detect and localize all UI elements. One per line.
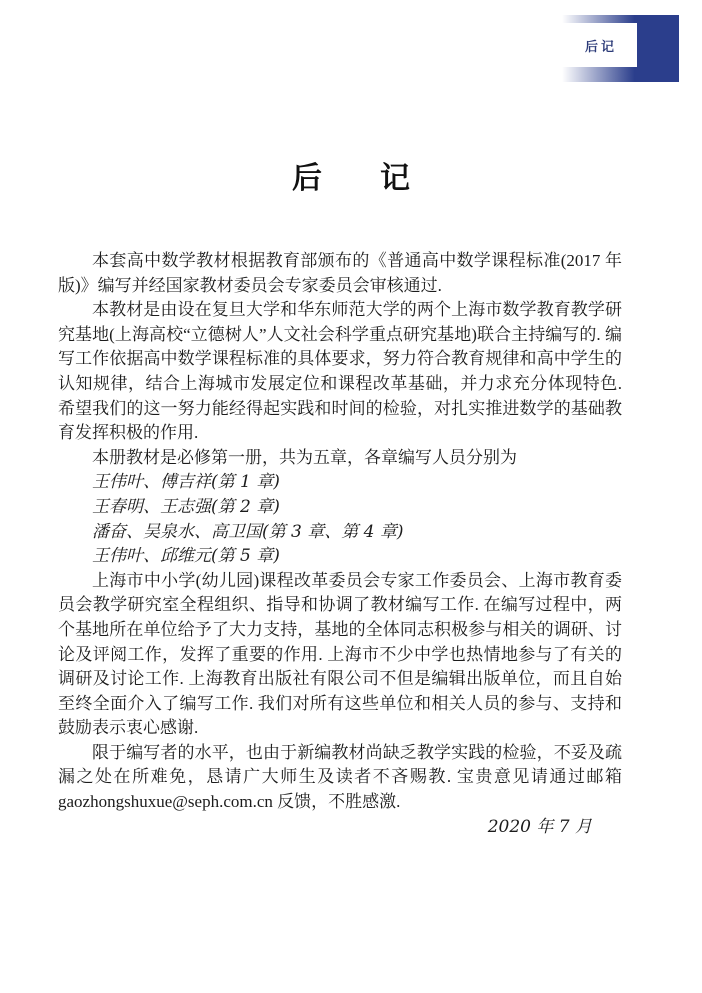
- afterword-text-block: [58, 249, 622, 839]
- author-line: 潘奋、吴泉水、高卫国(第 3 章、第 4 章): [92, 521, 404, 542]
- paragraph-feedback-request: 限于编写者的水平，也由于新编教材尚缺乏教学实践的检验，不妥及疏漏之处在所难免，恳请广大师生及读者不吝赐教. 宝贵意见请通过邮箱 gaozhongshuxue@seph.com.cn 反馈，不胜感激.: [58, 742, 622, 812]
- paragraph-standard-reference: 本套高中数学教材根据教育部颁布的《普通高中数学课程标准(2017 年版)》编写并经国家教材委员会专家委员会审核通过.: [58, 251, 622, 295]
- publication-date: 2020 年 7 月: [487, 816, 592, 837]
- page-title-char-right: 记: [380, 162, 410, 195]
- paragraph-volume-intro: 本册教材是必修第一册，共为五章，各章编写人员分别为: [92, 447, 517, 467]
- author-line: 王春明、王志强(第 2 章): [92, 496, 280, 517]
- page-title: [0, 153, 702, 197]
- page-title-char-left: 后: [292, 162, 322, 195]
- paragraph-acknowledgements: 上海市中小学(幼儿园)课程改革委员会专家工作委员会、上海市教育委员会教学研究室全程组织、指导和协调了教材编写工作. 在编写过程中，两个基地所在单位给予了大力支持，基地的全体同志积极参与相关的调研、讨论及评阅工作，发挥了重要的作用. 上海市不少中学也热情地参与了有关的调研及讨论工作. 上海教育出版社有限公司不但是编辑出版单位，而且自始至终全面介入了编写工作. 我们对所有这些单位和相关人员的参与、支持和鼓励表示衷心感谢.: [58, 570, 622, 738]
- chapter-corner-tab: [562, 15, 679, 82]
- chapter-tab-label-box: [562, 23, 637, 67]
- paragraph-compilation-background: 本教材是由设在复旦大学和华东师范大学的两个上海市数学教育教学研究基地(上海高校“立德树人”人文社会科学重点研究基地)联合主持编写的. 编写工作依据高中数学课程标准的具体要求，努力符合教育规律和高中学生的认知规律，结合上海城市发展定位和课程改革基础，并力求充分体现特色. 希望我们的这一努力能经得起实践和时间的检验，对扎实推进数学的基础教育发挥积极的作用.: [58, 300, 622, 443]
- chapter-tab-label: 后记: [584, 38, 617, 54]
- author-line: 王伟叶、傅吉祥(第 1 章): [92, 472, 280, 493]
- author-line: 王伟叶、邱维元(第 5 章): [92, 546, 280, 567]
